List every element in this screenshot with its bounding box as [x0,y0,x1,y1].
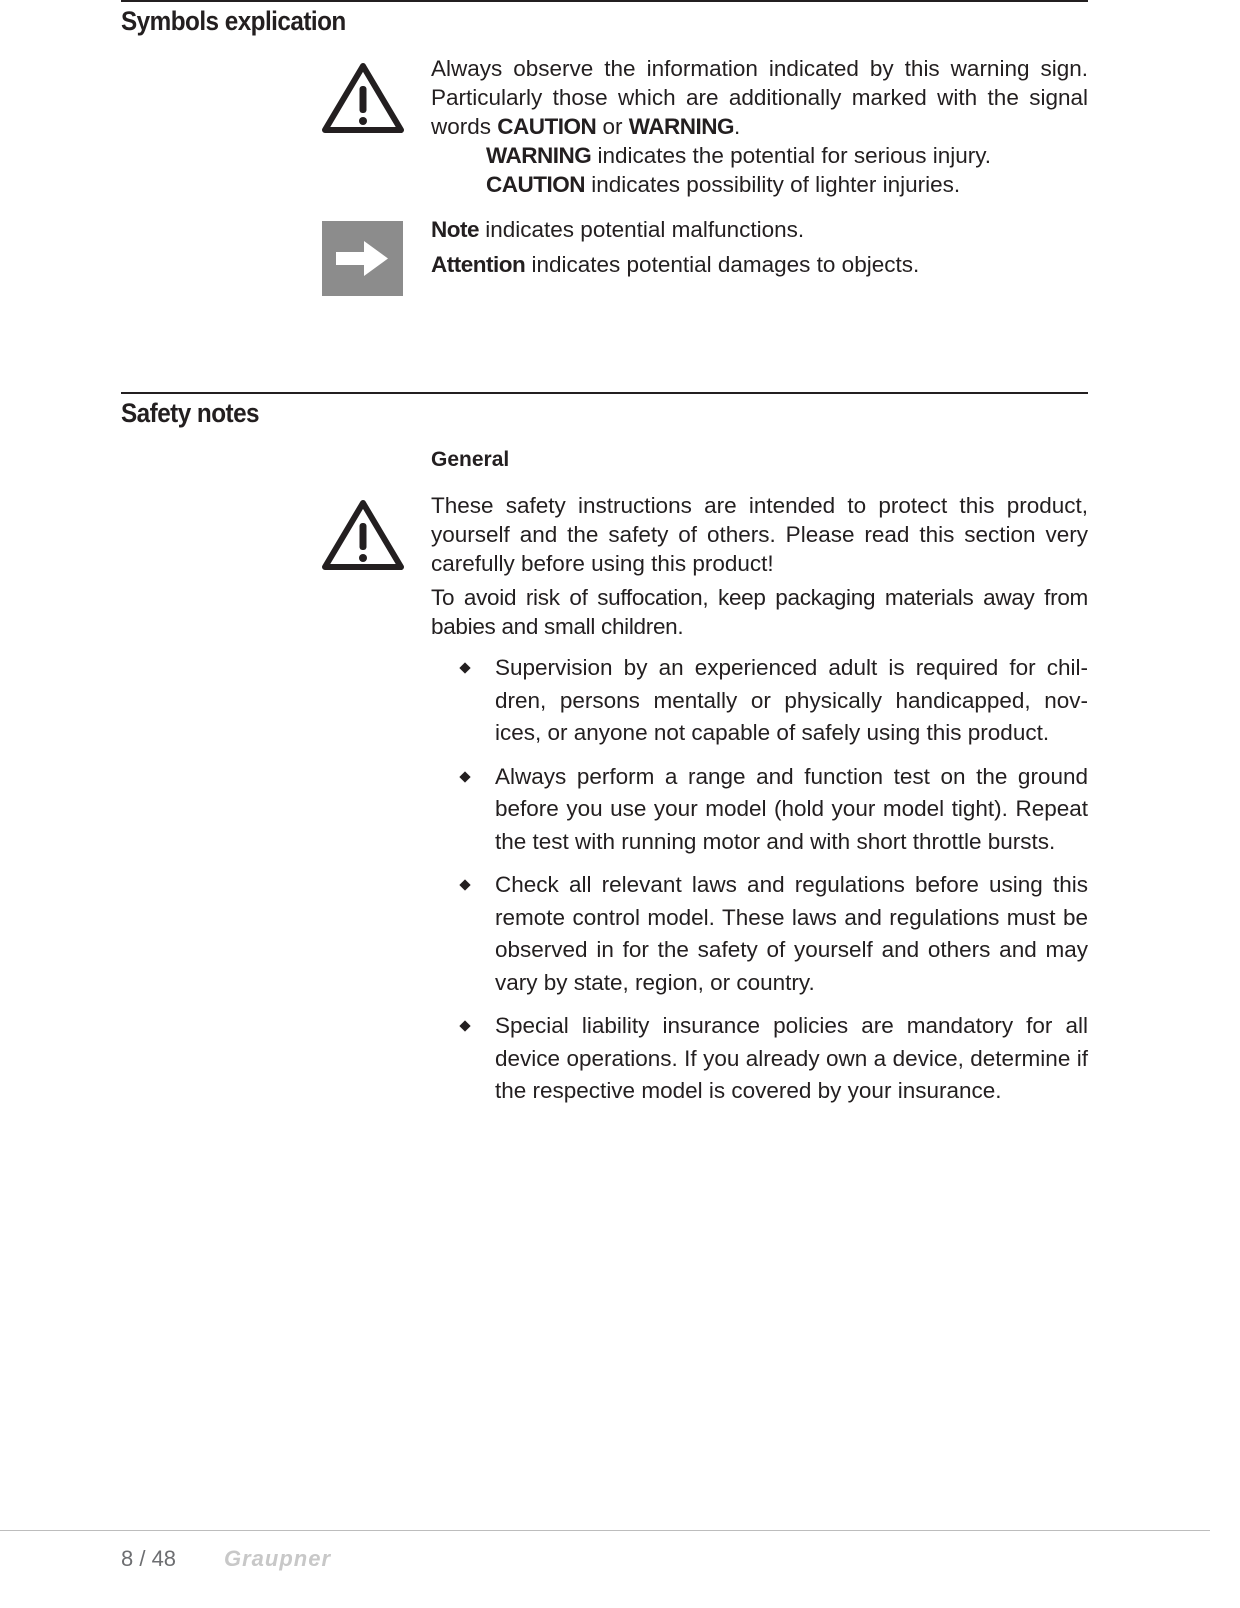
section-title-symbols: Symbols explication [121,6,346,36]
warning-definition: WARNING indicates the potential for serious injury. [486,143,992,168]
bullet-diamond-icon [459,771,470,782]
section-rule-safety [121,392,1088,394]
caution-definition: CAUTION indicates possibility of lighter injuries. [486,172,961,197]
section-title-safety: Safety notes [121,398,260,428]
bullet-diamond-icon [459,1020,470,1031]
warning-triangle-icon [321,497,405,577]
bullet-diamond-icon [459,879,470,890]
note-definition: Note indicates potential malfunctions. [431,217,805,242]
section-rule-top [121,0,1088,2]
caution-word: CAUTION [497,114,597,139]
warning-triangle-icon [321,60,405,140]
warning-sign-paragraph: Always observe the information indicated by this warning sign. Particularly those which are additionally marked with the signal words CAUTION or WARNING. [431,56,1088,139]
list-item: Check all relevant laws and regulations before using this remote control model. These laws and regulations must be observed in for the safety of yourself and others and may vary by state, region, or country. [458,869,1088,999]
brand-logo: Graupner [224,1546,332,1571]
attention-definition: Attention indicates potential damages to objects. [431,252,920,277]
arrow-right-icon [322,221,403,301]
general-subheading: General [431,448,510,471]
list-item: Supervision by an experienced adult is required for chil-dren, persons mentally or physically handicapped, nov-ices, or anyone not capable of safely using this product. [458,652,1088,750]
warning-word: WARNING [628,114,735,139]
page-number: 8 / 48 [121,1546,177,1571]
safety-intro-paragraph: These safety instructions are intended to protect this product, yourself and the safety of others. Please read this section very carefully before using this product! [431,493,1088,576]
footer-rule [0,1530,1210,1531]
bullet-diamond-icon [459,662,470,673]
suffocation-paragraph: To avoid risk of suffocation, keep packaging materials away from babies and small children. [431,585,1088,639]
safety-bullet-list [458,652,1088,1119]
list-item: Special liability insurance policies are mandatory for all device operations. If you already own a device, determine if the respective model is covered by your insurance. [458,1010,1088,1108]
list-item: Always perform a range and function test on the ground before you use your model (hold your model tight). Repeat the test with running motor and with short throttle bursts. [458,761,1088,859]
